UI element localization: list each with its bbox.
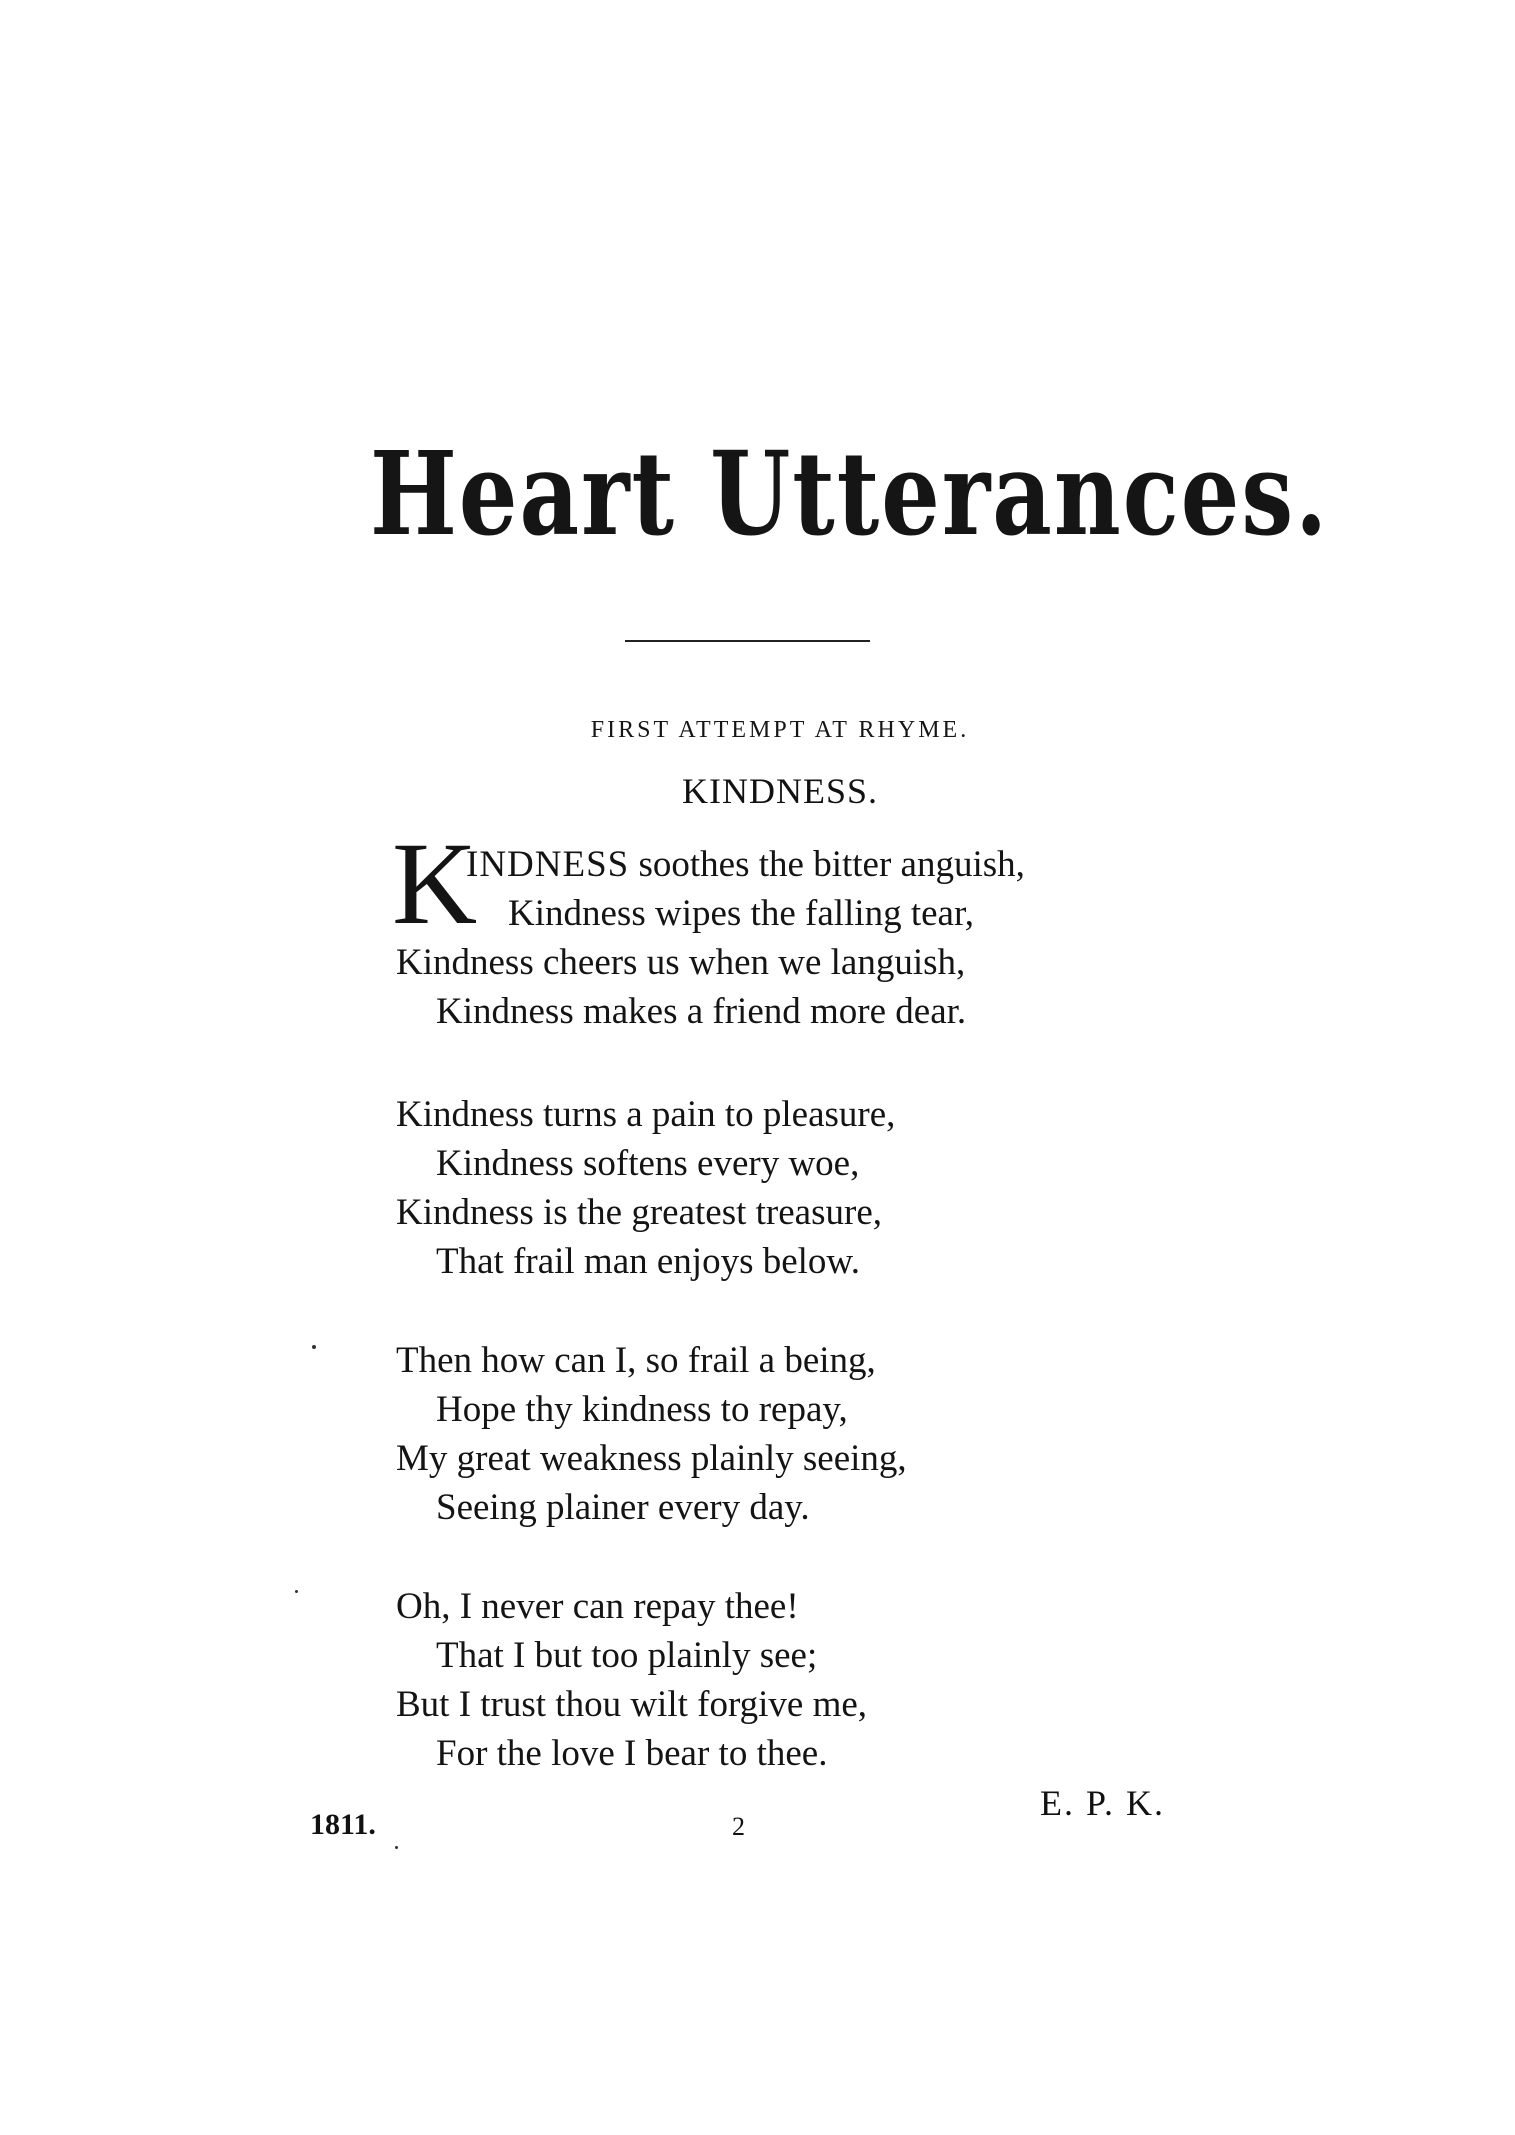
stanza-1 [392, 818, 1296, 1036]
poem-title: KINDNESS. [681, 771, 878, 811]
first-word-rest: INDNESS [466, 844, 630, 885]
poem-line: That frail man enjoys below. [436, 1241, 861, 1282]
poem-line: Oh, I never can repay thee! [396, 1586, 799, 1627]
year-note: 1811. [310, 1808, 376, 1841]
poem-line: Hope thy kindness to repay, [436, 1389, 848, 1430]
drop-cap: K [392, 818, 478, 949]
poem-subtitle: FIRST ATTEMPT AT RHYME. [590, 717, 970, 743]
poem-line: My great weakness plainly seeing, [396, 1438, 907, 1479]
poem-line: For the love I bear to thee. [436, 1733, 828, 1774]
scan-speck [295, 1590, 298, 1593]
poem-line: Kindness softens every woe, [436, 1143, 860, 1184]
heading-divider [625, 640, 870, 642]
poem-line: But I trust thou wilt forgive me, [396, 1684, 868, 1725]
stanza-4 [396, 1582, 1296, 1778]
poem-line: Kindness wipes the falling tear, [508, 893, 975, 934]
poem-line: Kindness turns a pain to pleasure, [396, 1094, 896, 1135]
poem-line: Seeing plainer every day. [436, 1487, 810, 1528]
page-heading: Heart Utterances. [370, 426, 1330, 562]
stanza-2 [396, 1090, 1296, 1286]
poem-line: Kindness makes a friend more dear. [436, 991, 967, 1032]
poem-line-text: soothes the bitter anguish, [638, 844, 1025, 885]
poem-line: Then how can I, so frail a being, [396, 1340, 876, 1381]
poem-line: Kindness cheers us when we languish, [396, 942, 966, 983]
poem-line: That I but too plainly see; [436, 1635, 818, 1676]
page-number: 2 [732, 1812, 745, 1841]
stanza-3 [396, 1336, 1296, 1532]
author-signature: E. P. K. [1040, 1783, 1166, 1823]
poem-line: Kindness is the greatest treasure, [396, 1192, 882, 1233]
scan-speck [312, 1345, 316, 1349]
scan-speck [395, 1846, 398, 1849]
